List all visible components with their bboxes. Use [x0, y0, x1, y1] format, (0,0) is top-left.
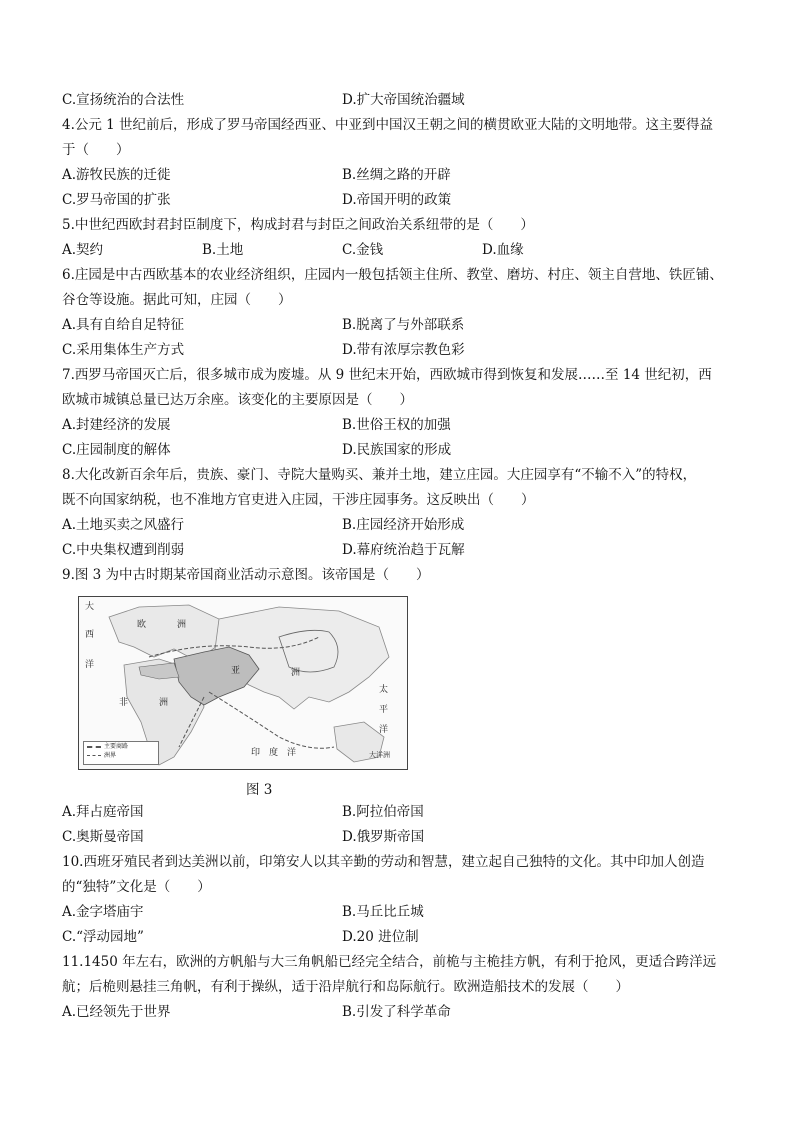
question-6-line2: 谷仓等设施。据此可知，庄园（ ） [62, 292, 292, 308]
option-4b: B.丝绸之路的开辟 [342, 167, 451, 183]
question-4-line2: 于（ ） [62, 142, 130, 158]
option-7c: C.庄园制度的解体 [62, 442, 171, 458]
figure-caption: 图 3 [246, 782, 273, 798]
option-10b: B.马丘比丘城 [342, 904, 424, 920]
label-atlantic-3: 洋 [85, 660, 95, 670]
label-atlantic-1: 大 [85, 602, 95, 612]
option-10c: C.“浮动园地” [62, 929, 144, 945]
europe-landmass [109, 605, 229, 657]
option-8d: D.幕府统治趋于瓦解 [342, 542, 465, 558]
option-9b: B.阿拉伯帝国 [342, 804, 424, 820]
question-8-line1-pos: 8.大化改新百余年后，贵族、豪门、寺院大量购买、兼并土地，建立庄园。大庄园享有“不输不入”的特权， [62, 467, 697, 483]
option-5a: A.契约 [62, 242, 104, 258]
question-4-line1: 4.公元 1 世纪前后，形成了罗马帝国经西亚、中亚到中国汉王朝之间的横贯欧亚大陆的文明地带。这主要得益 [62, 117, 714, 133]
option-7d: D.民族国家的形成 [342, 442, 452, 458]
question-7-line2: 欧城市城镇总量已达万余座。该变化的主要原因是（ ） [62, 392, 413, 408]
legend-boundary: 洲界 [84, 751, 158, 760]
option-4a: A.游牧民族的迁徙 [62, 167, 171, 183]
question-5: 5.中世纪西欧封君封臣制度下，构成封君与封臣之间政治关系纽带的是（ ） [62, 217, 534, 233]
route-line-icon [87, 746, 101, 748]
option-9a: A.拜占庭帝国 [62, 804, 144, 820]
option-8a: A.土地买卖之风盛行 [62, 517, 185, 533]
option-6b: B.脱离了与外部联系 [342, 317, 465, 333]
option-10d: D.20 进位制 [342, 929, 419, 945]
option-11a: A.已经领先于世界 [62, 1004, 171, 1020]
option-9c: C.奥斯曼帝国 [62, 829, 144, 845]
label-europe-1: 欧 [137, 620, 147, 630]
label-oceania: 大洋洲 [369, 751, 390, 759]
question-10-line1: 10.西班牙殖民者到达美洲以前，印第安人以其辛勤的劳动和智慧，建立起自己独特的文化。其中印加人创造 [62, 854, 705, 870]
option-5b: B.土地 [202, 242, 244, 258]
option-7b: B.世俗王权的加强 [342, 417, 451, 433]
question-7-line1: 7.西罗马帝国灭亡后，很多城市成为废墟。从 9 世纪末开始，西欧城市得到恢复和发展……至 14 世纪初，西 [62, 367, 712, 383]
label-europe-2: 洲 [177, 620, 187, 630]
option-10a: A.金字塔庙宇 [62, 904, 144, 920]
question-6-line1: 6.庄园是中古西欧基本的农业经济组织，庄园内一般包括领主住所、教堂、磨坊、村庄、领主自营地、铁匠铺、 [62, 267, 723, 283]
question-11-line2: 航；后桅则悬挂三角帆，有利于操纵，适于沿岸航行和岛际航行。欧洲造船技术的发展（ ） [62, 979, 629, 995]
option-4d: D.帝国开明的政策 [342, 192, 452, 208]
option-6d: D.带有浓厚宗教色彩 [342, 342, 465, 358]
map-legend [83, 741, 159, 765]
option-11b: B.引发了科学革命 [342, 1004, 451, 1020]
label-pacific-1: 太 [379, 685, 389, 695]
option-8b: B.庄园经济开始形成 [342, 517, 465, 533]
option-8c: C.中央集权遭到削弱 [62, 542, 185, 558]
boundary-line-icon [87, 755, 101, 756]
label-africa-1: 非 [119, 698, 129, 708]
label-pacific-3: 洋 [379, 725, 389, 735]
question-10-line2: 的“独特”文化是（ ） [62, 879, 211, 895]
question-11-line1: 11.1450 年左右，欧洲的方帆船与大三角帆船已经完全结合，前桅与主桅挂方帆，有利于抢风，更适合跨洋远 [62, 954, 717, 970]
option-4c: C.罗马帝国的扩张 [62, 192, 171, 208]
trade-route-sea [209, 692, 334, 748]
question-9: 9.图 3 为中古时期某帝国商业活动示意图。该帝国是（ ） [62, 567, 430, 583]
option-5d: D.血缘 [482, 242, 524, 258]
option-9d: D.俄罗斯帝国 [342, 829, 425, 845]
label-pacific-2: 平 [379, 705, 389, 715]
option-6c: C.采用集体生产方式 [62, 342, 185, 358]
question-8-line2: 既不向国家纳税，也不准地方官吏进入庄园，干涉庄园事务。这反映出（ ） [62, 492, 535, 508]
legend-route: 主要商路 [84, 742, 158, 751]
option-3d: D.扩大帝国统治疆域 [342, 92, 465, 108]
label-africa-2: 洲 [159, 698, 169, 708]
option-7a: A.封建经济的发展 [62, 417, 171, 433]
label-asia-2: 洲 [291, 668, 301, 678]
option-3c: C.宣扬统治的合法性 [62, 92, 185, 108]
label-asia-1: 亚 [231, 666, 241, 676]
label-atlantic-2: 西 [85, 630, 95, 640]
option-5c: C.金钱 [342, 242, 384, 258]
trade-map-figure [78, 596, 408, 770]
label-indian-ocean: 印 度 洋 [251, 748, 297, 758]
option-6a: A.具有自给自足特征 [62, 317, 185, 333]
